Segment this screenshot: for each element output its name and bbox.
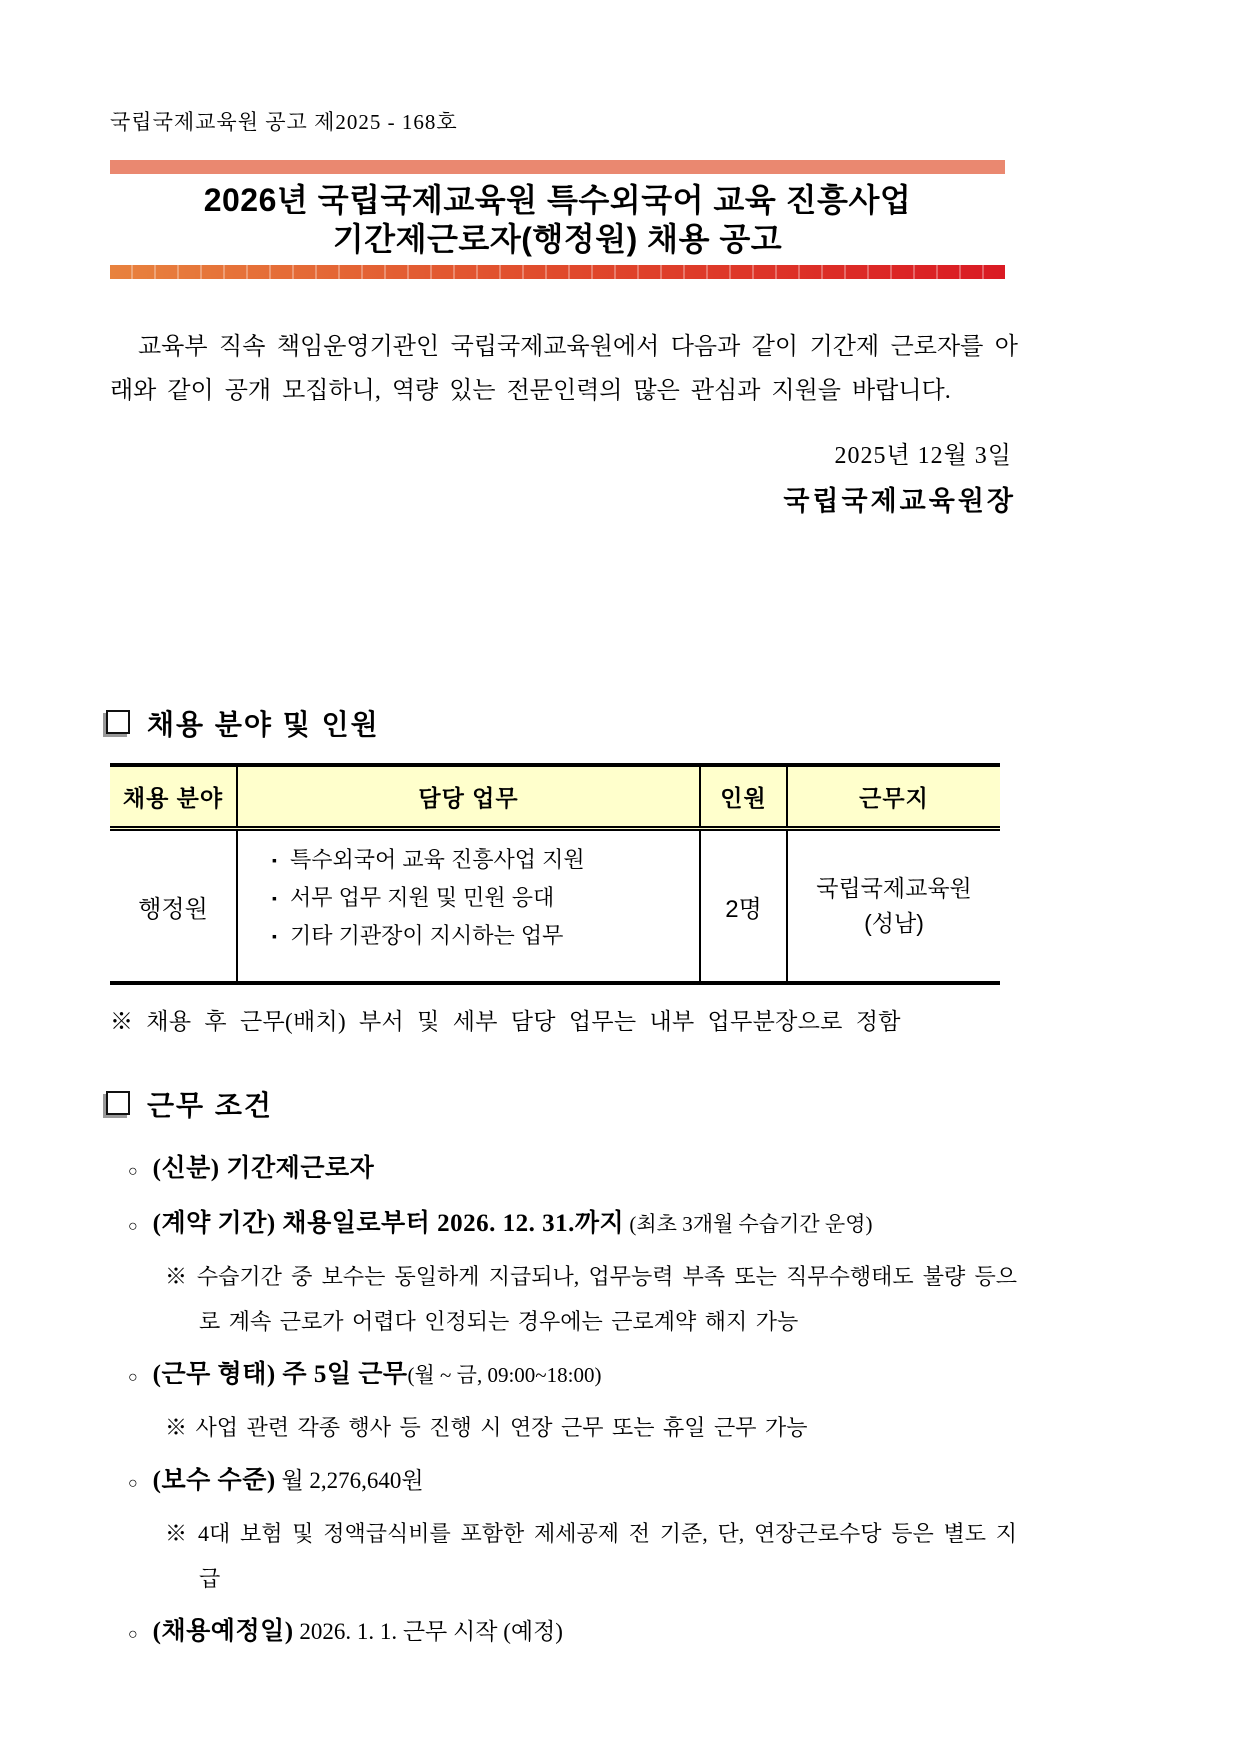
condition-subnote-salary-basis: ※ 4대 보험 및 정액급식비를 포함한 제세공제 전 기준, 단, 연장근로수당 등은 별도 지급	[165, 1521, 1017, 1591]
announcement-date: 2025년 12월 3일	[834, 443, 1012, 469]
cell-duties	[237, 829, 700, 984]
cell-location	[787, 829, 1000, 984]
square-small-icon: ▪	[272, 890, 277, 906]
condition-item-start-date	[128, 1611, 1240, 1656]
duty-text: 특수외국어 교육 진흥사업 지원	[289, 847, 585, 872]
condition-bold: (신분) 기간제근로자	[152, 1155, 375, 1182]
square-bullet-icon	[106, 710, 130, 734]
condition-bold: (보수 수준)	[152, 1467, 276, 1494]
condition-bold: (근무 형태) 주 5일 근무	[152, 1361, 408, 1388]
condition-item-salary	[128, 1460, 1240, 1505]
title-top-bar	[110, 160, 1005, 174]
notice-number: 국립국제교육원 공고 제2025 - 168호	[110, 110, 458, 134]
circle-bullet-icon: ○	[128, 1163, 138, 1180]
location-line-1: 국립국제교육원	[816, 875, 972, 901]
condition-item-work-type	[128, 1354, 1240, 1399]
section-heading-conditions	[106, 1084, 1240, 1124]
announcer-name: 국립국제교육원장	[783, 486, 1016, 516]
condition-normal: 월 2,276,640원	[275, 1468, 424, 1493]
section-heading-recruitment	[106, 703, 1240, 743]
col-header-duties: 담당 업무	[237, 765, 700, 829]
col-header-field: 채용 분야	[110, 765, 237, 829]
circle-bullet-icon: ○	[128, 1626, 138, 1643]
title-bottom-gradient-bar	[110, 265, 1005, 279]
condition-text	[153, 1354, 602, 1399]
cell-count: 2명	[700, 829, 787, 984]
document-title	[110, 181, 1005, 259]
cell-field: 행정원	[110, 829, 237, 984]
condition-normal: 2026. 1. 1. 근무 시작 (예정)	[293, 1619, 563, 1644]
duty-item	[272, 879, 691, 917]
condition-text	[153, 1148, 375, 1193]
circle-bullet-icon: ○	[128, 1369, 138, 1386]
condition-bold: (계약 기간) 채용일로부터 2026. 12. 31.까지	[152, 1210, 625, 1237]
square-bullet-icon	[106, 1091, 130, 1115]
title-line-1: 2026년 국립국제교육원 특수외국어 교육 진흥사업	[203, 182, 912, 218]
condition-normal: (최초 3개월 수습기간 운영)	[624, 1212, 873, 1236]
condition-item-contract-period	[128, 1203, 1240, 1248]
square-small-icon: ▪	[272, 852, 277, 868]
conditions-list	[0, 1148, 1240, 1656]
condition-bold: (채용예정일)	[152, 1618, 294, 1645]
square-small-icon: ▪	[272, 928, 277, 944]
col-header-location: 근무지	[787, 765, 1000, 829]
title-line-2: 기간제근로자(행정원) 채용 공고	[332, 221, 783, 257]
table-row	[110, 829, 1000, 984]
condition-item-status	[128, 1148, 1240, 1193]
circle-bullet-icon: ○	[128, 1475, 138, 1492]
section-heading-text: 채용 분야 및 인원	[147, 709, 380, 740]
col-header-count: 인원	[700, 765, 787, 829]
table-note: ※ 채용 후 근무(배치) 부서 및 세부 담당 업무는 내부 업무분장으로 정함	[110, 1009, 901, 1034]
condition-subnote-probation: ※ 수습기간 중 보수는 동일하게 지급되나, 업무능력 부족 또는 직무수행태도 불량 등으로 계속 근로가 어렵다 인정되는 경우에는 근로계약 해지 가능	[165, 1264, 1017, 1334]
condition-text	[153, 1203, 873, 1248]
duty-item	[272, 917, 691, 955]
condition-subnote-overtime: ※ 사업 관련 각종 행사 등 진행 시 연장 근무 또는 휴일 근무 가능	[165, 1415, 808, 1440]
table-header-row	[110, 765, 1000, 829]
intro-paragraph: 교육부 직속 책임운영기관인 국립국제교육원에서 다음과 같이 기간제 근로자를 아래와 같이 공개 모집하니, 역량 있는 전문인력의 많은 관심과 지원을 바랍니다.	[110, 334, 1018, 404]
condition-text	[153, 1611, 563, 1656]
section-heading-text: 근무 조건	[147, 1090, 273, 1121]
condition-normal: (월 ~ 금, 09:00~18:00)	[407, 1363, 602, 1387]
recruitment-table	[110, 763, 1000, 985]
circle-bullet-icon: ○	[128, 1218, 138, 1235]
duty-item	[272, 841, 691, 879]
location-line-2: (성남)	[864, 910, 924, 936]
title-block	[110, 160, 1005, 279]
condition-text	[153, 1460, 424, 1505]
duty-text: 서무 업무 지원 및 민원 응대	[289, 885, 555, 910]
duty-text: 기타 기관장이 지시하는 업무	[289, 923, 564, 948]
